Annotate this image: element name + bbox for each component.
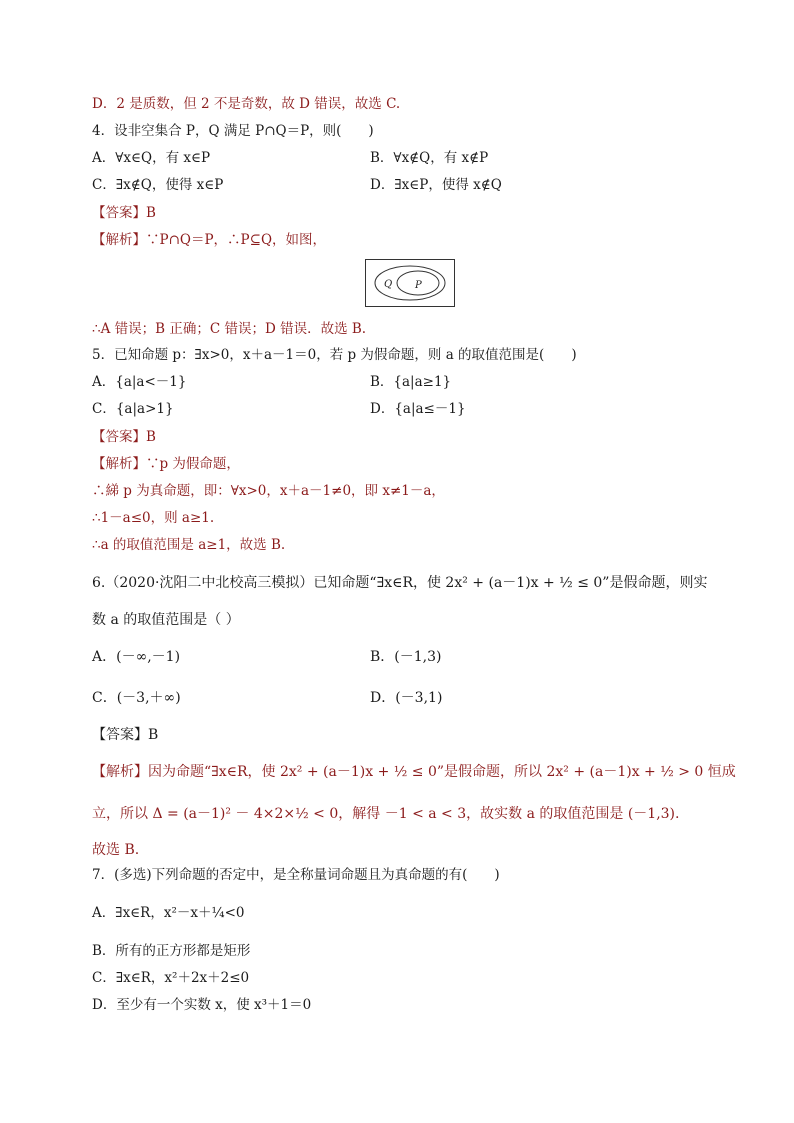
q6-answer: 【答案】B — [92, 727, 159, 743]
q6-analysis-2: 立，所以 Δ = (a－1)² － 4×2×½ < 0，解得 －1 < a < 3，故实数 a 的取值范围是 (－1,3). — [92, 806, 680, 822]
q5-option-a: A．{a|a<－1} — [92, 374, 187, 390]
q5-analysis-4: ∴a 的取值范围是 a≥1，故选 B. — [92, 537, 286, 553]
line-d-prev: D．2 是质数，但 2 不是奇数，故 D 错误，故选 C. — [92, 96, 401, 112]
q5-analysis-2: ∴綈 p 为真命题，即：∀x>0，x＋a－1≠0，即 x≠1－a， — [92, 483, 445, 499]
q5-answer: 【答案】B — [92, 429, 156, 445]
q6-option-a: A．(－∞,－1) — [92, 649, 181, 665]
q5-stem: 5．已知命题 p：∃x>0，x＋a－1＝0，若 p 为假命题，则 a 的取值范围是( ) — [92, 347, 577, 363]
q6-option-d: D．(－3,1) — [370, 690, 443, 706]
q4-option-d: D．∃x∈P，使得 x∉Q — [370, 177, 502, 193]
venn-label-p: P — [415, 280, 422, 291]
q4-answer: 【答案】B — [92, 205, 156, 221]
q5-option-d: D．{a|a≤－1} — [370, 401, 466, 417]
q6-analysis-3: 故选 B. — [92, 842, 140, 858]
q6-stem-2: 数 a 的取值范围是（ ） — [92, 612, 240, 628]
venn-label-q: Q — [384, 279, 393, 290]
q7-option-d: D．至少有一个实数 x，使 x³＋1＝0 — [92, 997, 312, 1013]
q4-analysis-1: 【解析】∵P∩Q＝P，∴P⊆Q，如图， — [92, 232, 327, 248]
q7-option-c: C．∃x∈R，x²＋2x＋2≤0 — [92, 970, 250, 986]
q4-stem: 4．设非空集合 P，Q 满足 P∩Q＝P，则( ) — [92, 123, 374, 139]
q7-stem: 7．(多选)下列命题的否定中，是全称量词命题且为真命题的有( ) — [92, 867, 500, 883]
q5-analysis-1: 【解析】∵p 为假命题， — [92, 456, 240, 472]
q7-option-b: B．所有的正方形都是矩形 — [92, 943, 251, 959]
q4-option-c: C．∃x∉Q，使得 x∈P — [92, 177, 224, 193]
q4-option-a: A．∀x∈Q，有 x∈P — [92, 150, 211, 166]
q6-stem-1: 6.（2020·沈阳二中北校高三模拟）已知命题“∃x∈R，使 2x² + (a－1)x + ½ ≤ 0”是假命题，则实 — [92, 575, 708, 591]
q5-option-b: B．{a|a≥1} — [370, 374, 452, 390]
q7-option-a: A．∃x∈R，x²－x＋¼<0 — [92, 905, 245, 921]
q6-option-c: C．(－3,＋∞) — [92, 690, 181, 706]
q5-option-c: C．{a|a>1} — [92, 401, 174, 417]
q4-option-b: B．∀x∉Q，有 x∉P — [370, 150, 489, 166]
q4-analysis-2: ∴A 错误；B 正确；C 错误；D 错误．故选 B. — [92, 321, 367, 337]
q5-analysis-3: ∴1－a≤0，则 a≥1. — [92, 510, 215, 526]
q6-analysis-1: 【解析】因为命题“∃x∈R，使 2x² + (a－1)x + ½ ≤ 0”是假命题，所以 2x² + (a－1)x + ½ > 0 恒成 — [92, 764, 736, 780]
q6-option-b: B．(－1,3) — [370, 649, 442, 665]
venn-diagram — [365, 259, 455, 307]
